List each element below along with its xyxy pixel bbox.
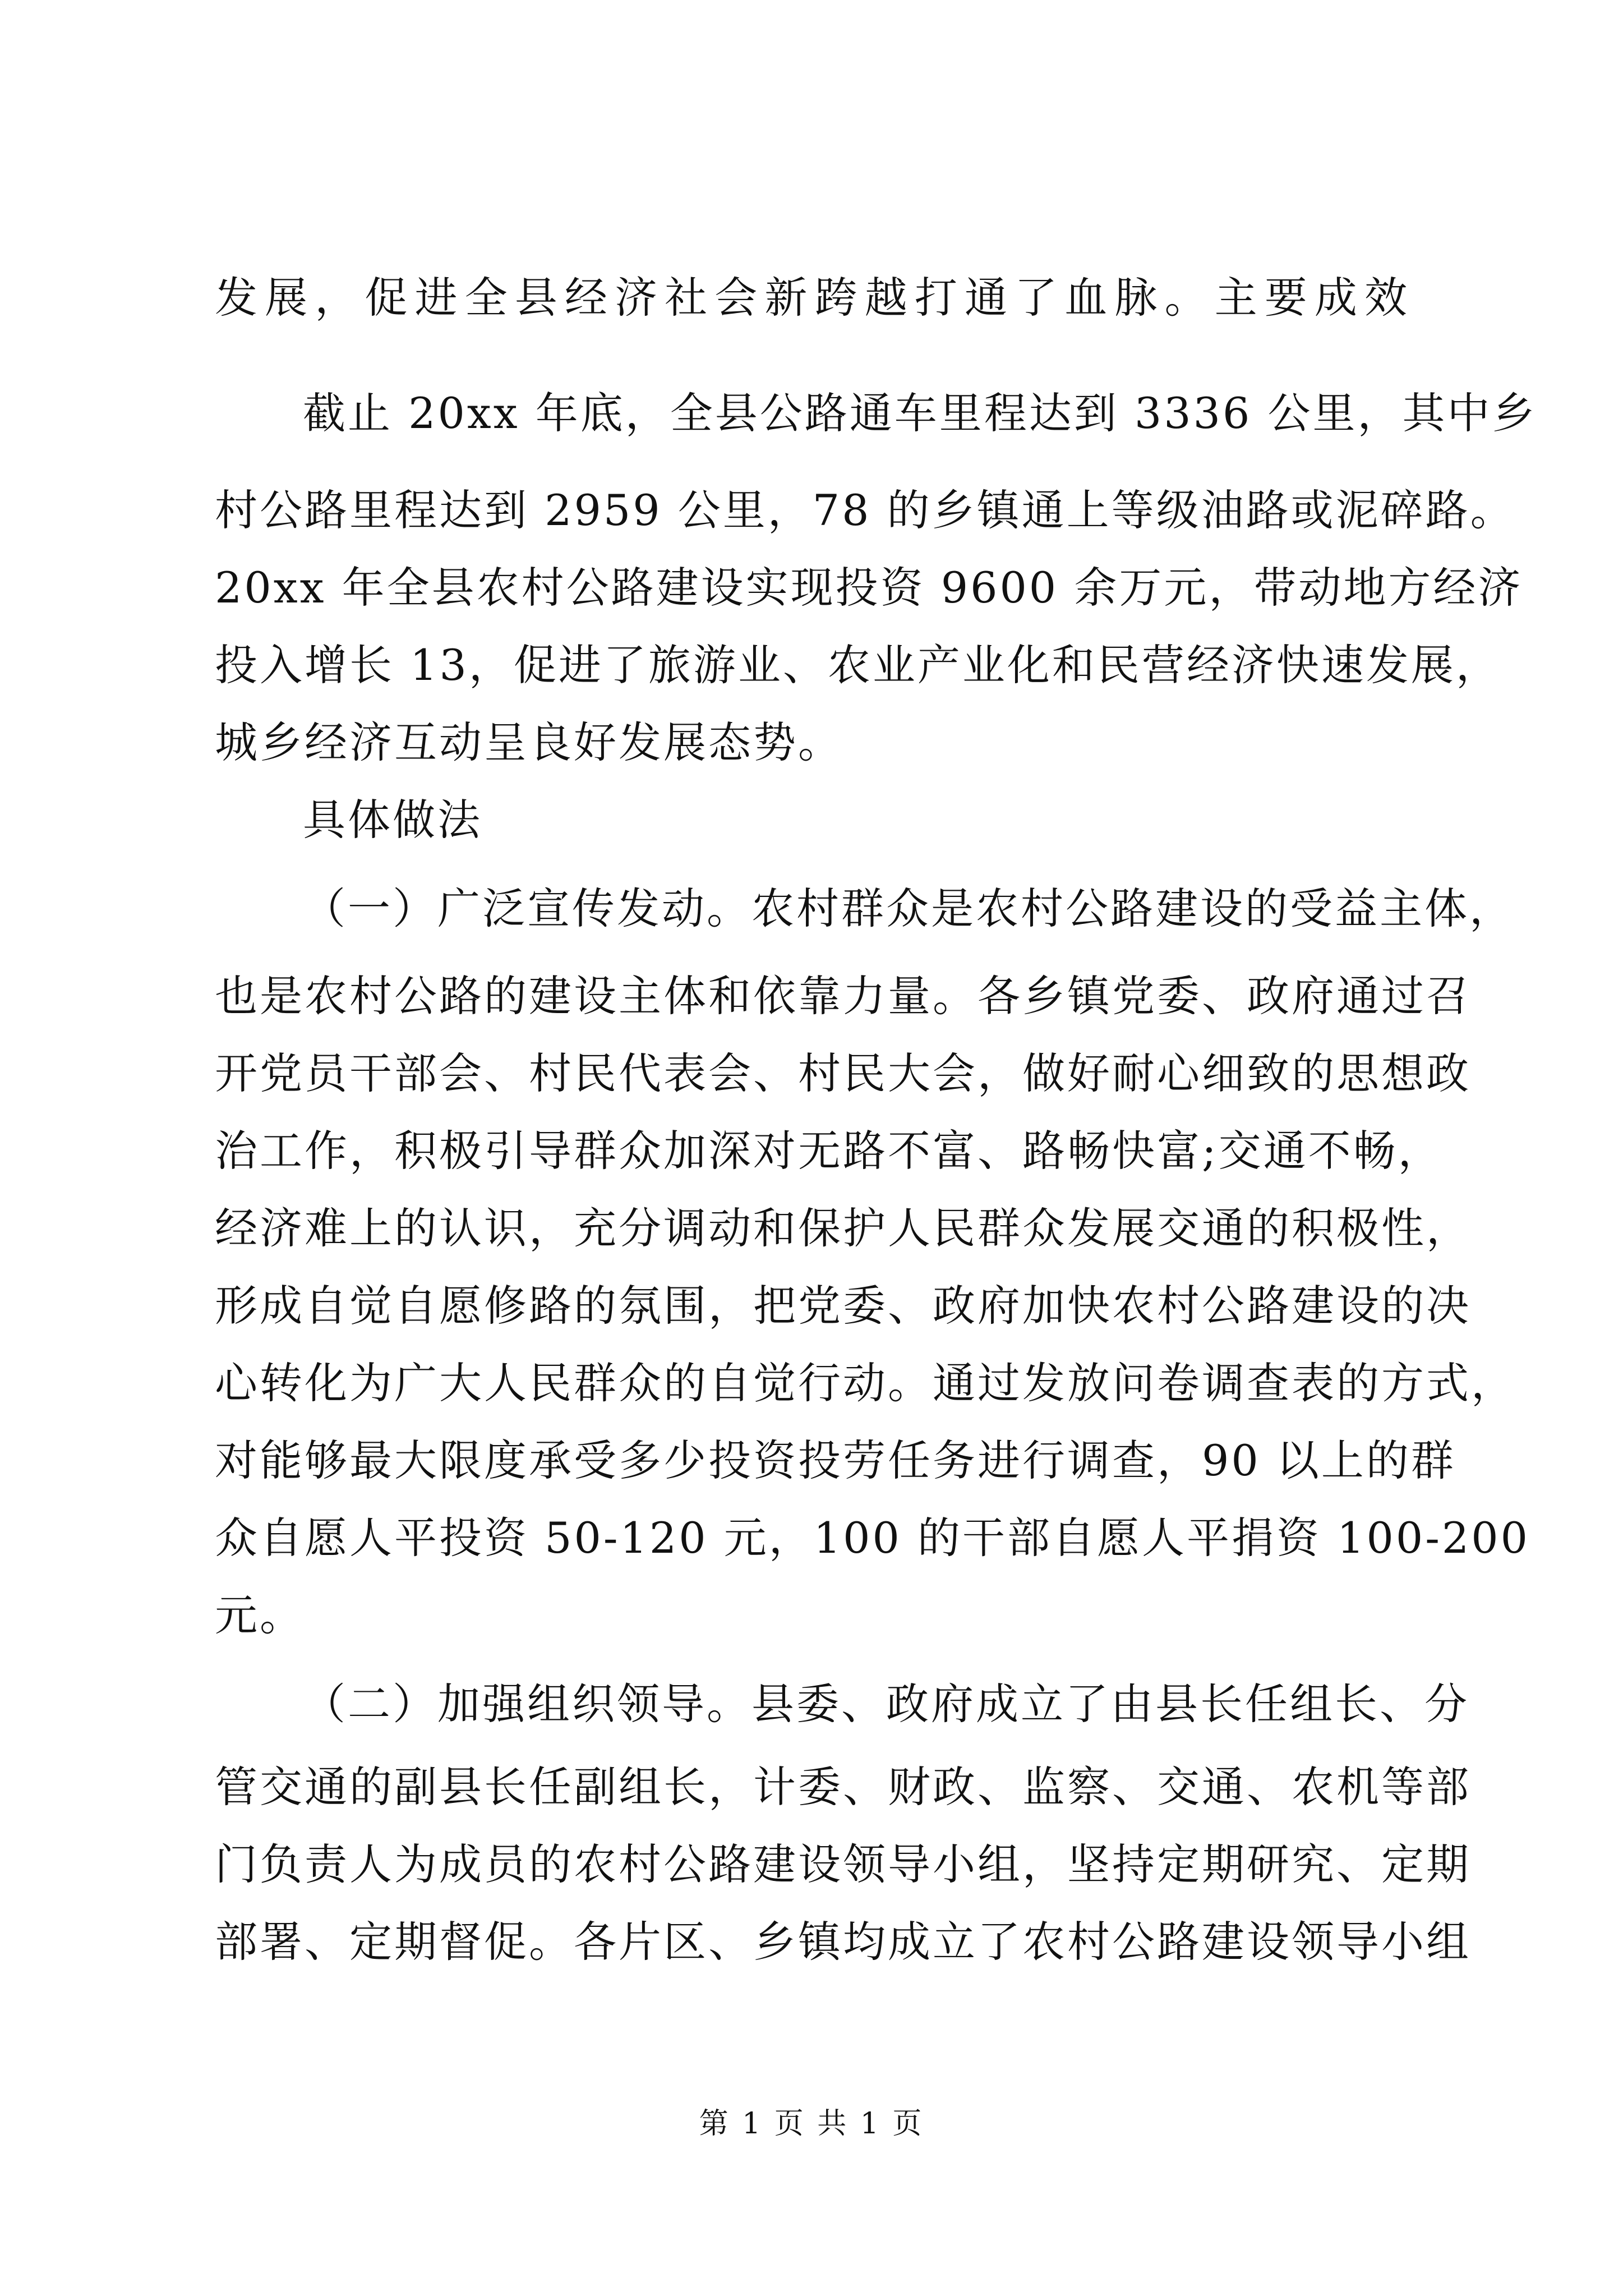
text-line-12: 经济难上的认识，充分调动和保护人民群众发展交通的积极性， [215,1203,1471,1253]
text-line-18: （二）加强组织领导。县委、政府成立了由县长任组长、分 [303,1679,1469,1729]
text-line-9: 也是农村公路的建设主体和依靠力量。各乡镇党委、政府通过召 [215,971,1471,1021]
text-line-21: 部署、定期督促。各片区、乡镇均成立了农村公路建设领导小组 [215,1917,1471,1967]
text-line-6: 城乡经济互动呈良好发展态势。 [215,717,843,767]
text-line-16: 众自愿人平投资 50-120 元，100 的干部自愿人平捐资 100-200 [215,1513,1530,1563]
text-line-19: 管交通的副县长任副组长，计委、财政、监察、交通、农机等部 [215,1762,1471,1812]
text-line-14: 心转化为广大人民群众的自觉行动。通过发放问卷调查表的方式， [215,1358,1516,1408]
text-line-3: 村公路里程达到 2959 公里，78 的乡镇通上等级油路或泥碎路。 [215,485,1515,535]
text-line-5: 投入增长 13，促进了旅游业、农业产业化和民营经济快速发展， [215,640,1501,690]
text-line-2: 截止 20xx 年底，全县公路通车里程达到 3336 公里，其中乡 [303,388,1537,438]
section-heading: 具体做法 [303,795,482,845]
text-line-15: 对能够最大限度承受多少投资投劳任务进行调查，90 以上的群 [215,1435,1456,1485]
page-number-footer: 第 1 页 共 1 页 [699,2107,924,2141]
text-line-10: 开党员干部会、村民代表会、村民大会，做好耐心细致的思想政 [215,1048,1471,1098]
text-line-13: 形成自觉自愿修路的氛围，把党委、政府加快农村公路建设的决 [215,1281,1471,1331]
text-line-11: 治工作，积极引导群众加深对无路不富、路畅快富;交通不畅， [215,1126,1443,1176]
text-line-1: 发展，促进全县经济社会新跨越打通了血脉。主要成效 [215,273,1409,323]
text-line-17: 元。 [215,1590,305,1640]
text-line-20: 门负责人为成员的农村公路建设领导小组，坚持定期研究、定期 [215,1839,1471,1889]
text-line-8: （一）广泛宣传发动。农村群众是农村公路建设的受益主体， [303,884,1514,933]
text-line-4: 20xx 年全县农村公路建设实现投资 9600 余万元，带动地方经济 [215,563,1523,613]
